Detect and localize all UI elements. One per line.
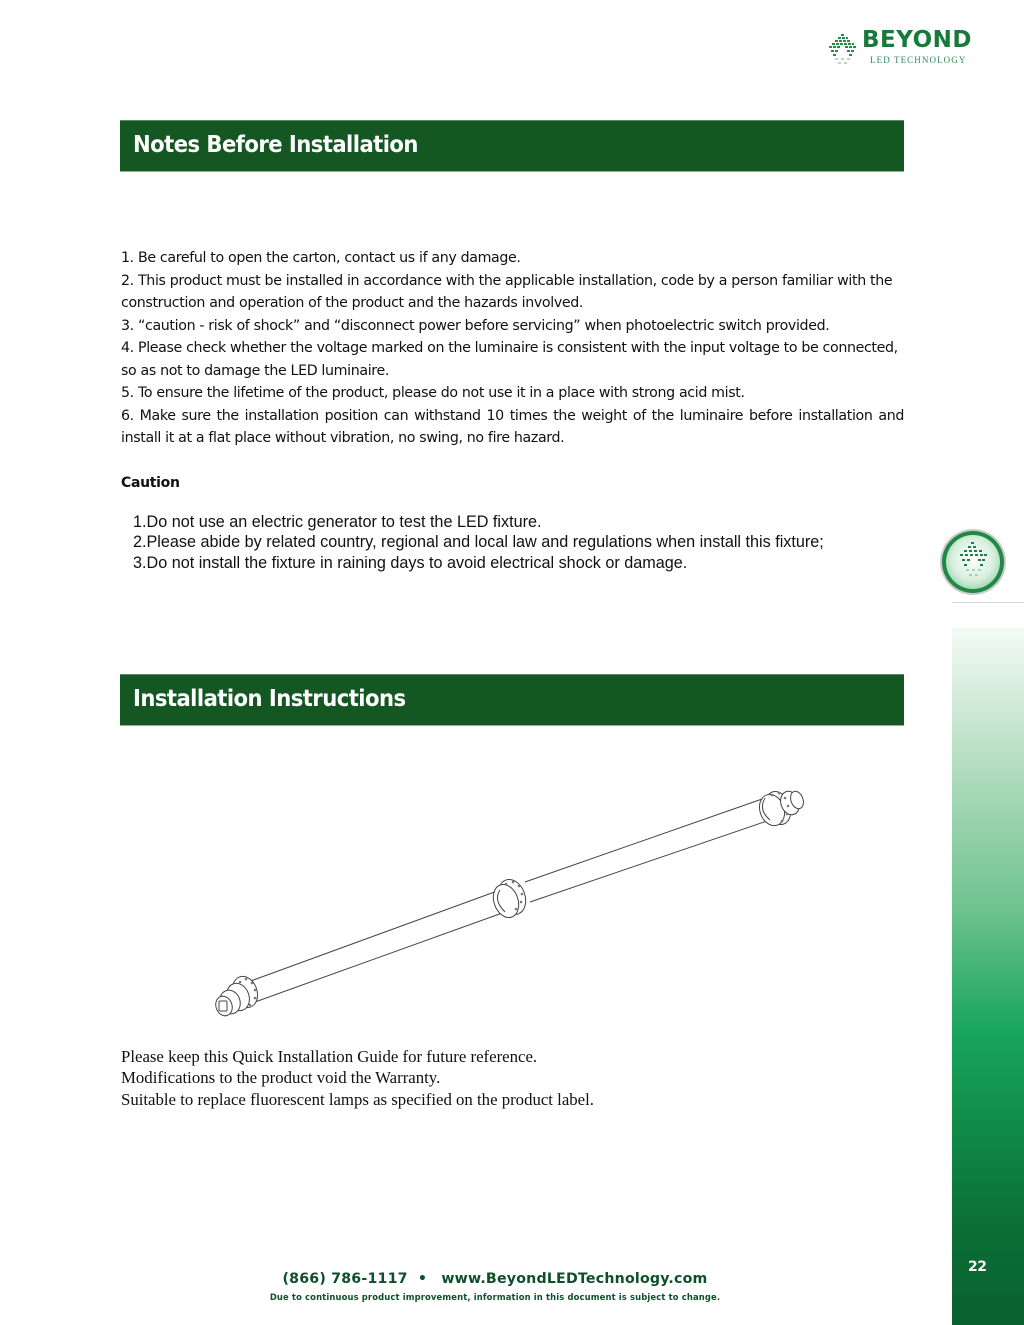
notes-section-header	[120, 120, 904, 172]
closing-note: Modifications to the product void the Warranty.	[121, 1068, 441, 1088]
install-section-title: Installation Instructions	[133, 686, 406, 712]
caution-item: 2.Please abide by related country, regional and local law and regulations when install this fixture;	[133, 533, 824, 552]
notes-content	[121, 247, 904, 573]
notes-section-title: Notes Before Installation	[133, 132, 418, 158]
closing-notes	[121, 1046, 594, 1110]
sidebar-gradient-strip	[952, 628, 1024, 1325]
brand-name: BEYOND	[862, 27, 972, 53]
note-item: 6. Make sure the installation position can withstand 10 times the weight of the luminaire before installation and install it at a flat place without vibration, no swing, no fire hazard.	[121, 407, 904, 446]
closing-note: Suitable to replace fluorescent lamps as specified on the product label.	[121, 1089, 594, 1109]
notes-list	[121, 247, 904, 450]
caution-item: 3.Do not install the fixture in raining days to avoid electrical shock or damage.	[133, 553, 688, 572]
brand-tagline: LED TECHNOLOGY	[870, 55, 967, 65]
led-arrow-logo-icon	[826, 32, 860, 66]
note-item: 2. This product must be installed in accordance with the applicable installation, code by a person familiar with the construction and operation of the product and the hazards involved.	[121, 272, 893, 311]
caution-list	[133, 512, 904, 574]
note-item: 3. “caution - risk of shock” and “disconnect power before servicing” when photoelectric switch provided.	[121, 317, 830, 334]
caution-heading: Caution	[121, 474, 180, 491]
brand-badge-icon	[938, 527, 1008, 597]
note-item: 1. Be careful to open the carton, contact us if any damage.	[121, 250, 521, 266]
sidebar-divider	[952, 602, 1024, 603]
led-tube-diagram-icon	[200, 770, 820, 1030]
footer-phone: (866) 786-1117	[282, 1271, 408, 1287]
footer-website-link[interactable]: www.BeyondLEDTechnology.com	[441, 1271, 708, 1287]
note-item: 5. To ensure the lifetime of the product, please do not use it in a place with strong acid mist.	[121, 385, 745, 401]
page-number: 22	[968, 1259, 987, 1275]
footer-disclaimer: Due to continuous product improvement, information in this document is subject to change.	[269, 1292, 721, 1302]
brand-wordmark	[862, 28, 972, 66]
caution-item: 1.Do not use an electric generator to test the LED fixture.	[133, 512, 542, 531]
footer-contact	[0, 1270, 990, 1289]
install-section-header	[120, 674, 904, 726]
note-item: 4. Please check whether the voltage marked on the luminaire is consistent with the input voltage to be connected, so as not to damage the LED luminaire.	[121, 340, 898, 379]
closing-note: Please keep this Quick Installation Guide for future reference.	[121, 1047, 538, 1066]
brand-logo	[826, 28, 996, 72]
footer-separator: •	[417, 1271, 428, 1287]
